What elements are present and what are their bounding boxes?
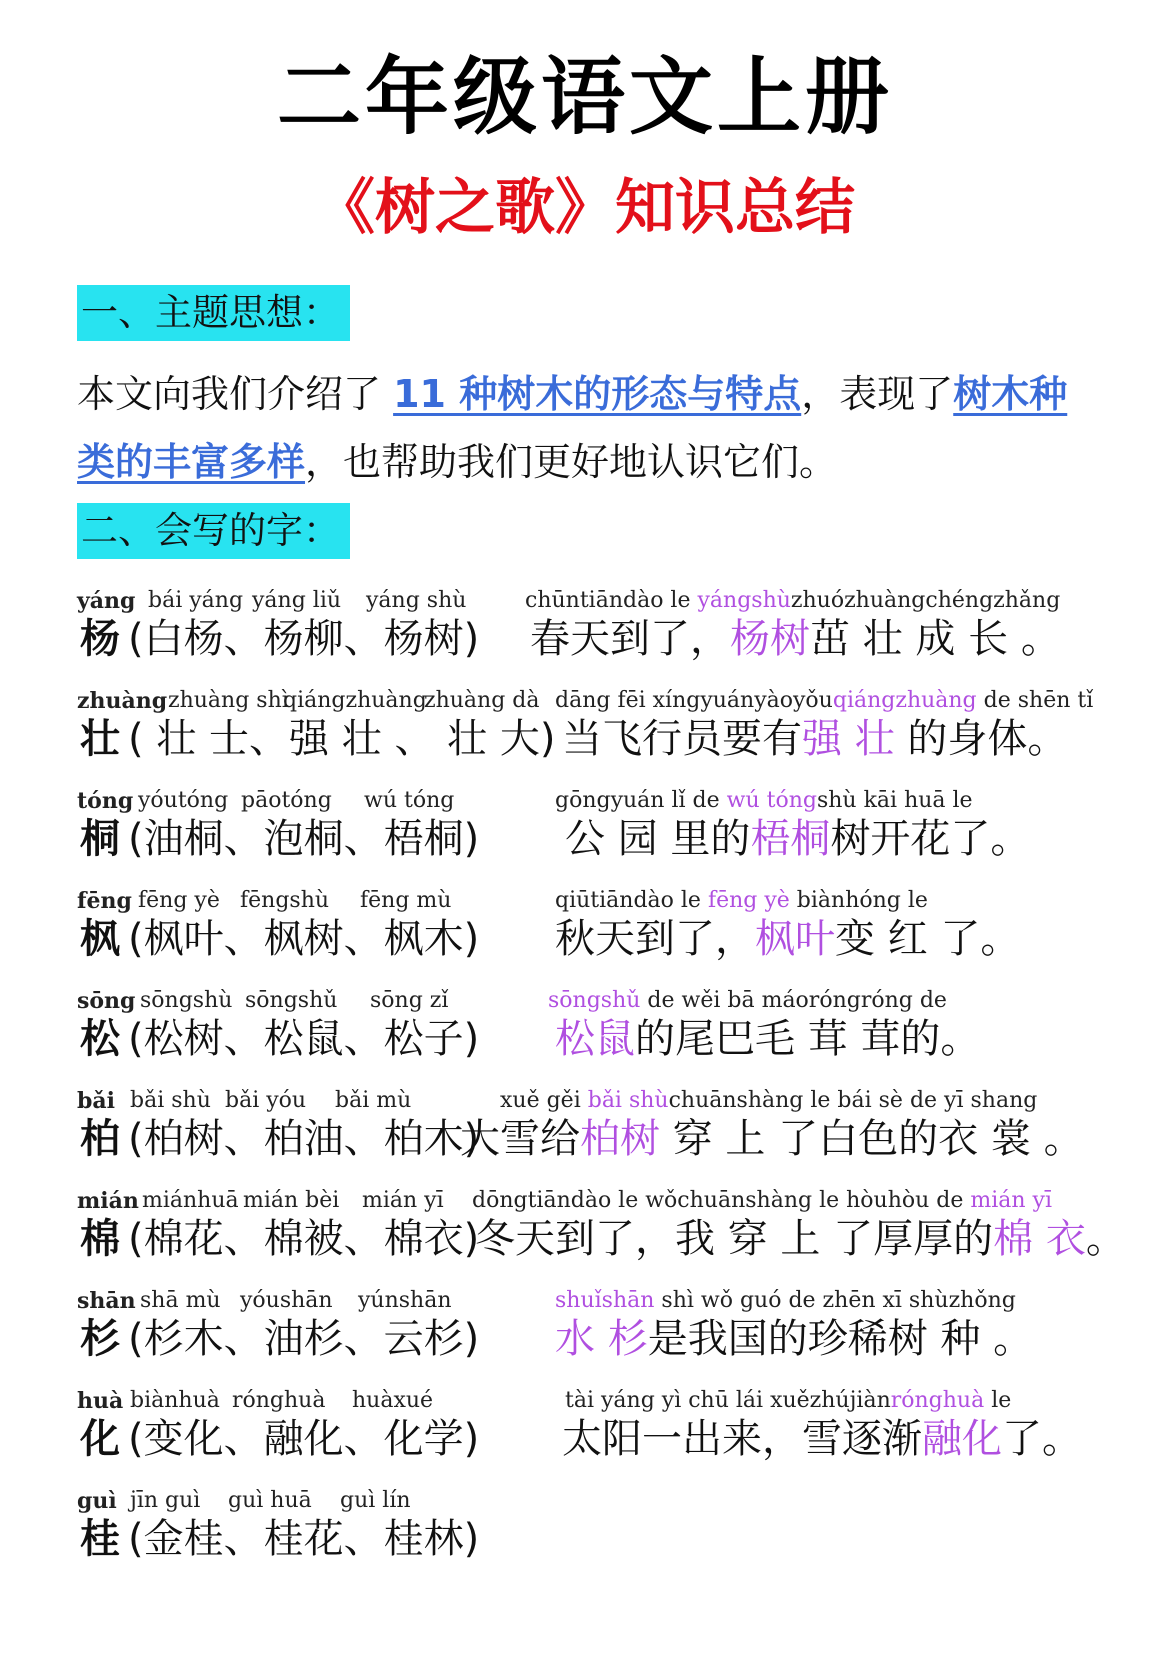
theme-text-before: 本文向我们介绍了: [77, 372, 394, 416]
word-pinyin: jīn guì: [130, 1488, 201, 1513]
example-words: (金桂、桂花、桂林): [128, 1516, 480, 1562]
character-entry: [0, 1388, 1170, 1483]
example-words: (变化、融化、化学): [128, 1416, 480, 1462]
sentence-highlight: 梧桐: [750, 816, 831, 862]
word-pinyin: qiángzhuàng: [283, 688, 427, 713]
character-entry: [0, 688, 1170, 783]
sentence-highlight: 松鼠: [555, 1016, 635, 1062]
sentence-pinyin-pre: chūntiāndào le: [525, 588, 698, 613]
sentence-pinyin-hl: rónghuà: [890, 1388, 985, 1413]
character: 棉: [80, 1216, 120, 1262]
sentence-pinyin-post: de shēn tǐ: [976, 688, 1094, 713]
word-pinyin: bái yáng: [148, 588, 244, 613]
example-sentence: [460, 1114, 1084, 1164]
example-sentence: [475, 1214, 1126, 1264]
sentence-pinyin: [525, 588, 1060, 614]
sentence-pinyin-post: zhuózhuàngchéngzhǎng: [790, 588, 1061, 613]
sentence-pinyin-pre: qiūtiāndào le: [555, 888, 708, 913]
character-pinyin: mián: [77, 1188, 139, 1214]
sentence-text: 的尾巴毛 茸 茸的。: [635, 1016, 981, 1062]
example-words: ( 壮 士、强 壮 、 壮 大): [128, 716, 556, 762]
character: 桐: [80, 816, 120, 862]
character-entry: [0, 888, 1170, 983]
sentence-text: 茁 壮 成 长 。: [810, 616, 1061, 662]
character-pinyin: fēng: [77, 888, 132, 914]
word-pinyin: yóushān: [240, 1288, 333, 1313]
sentence-text: 了。: [1002, 1416, 1082, 1462]
sentence-highlight: 强 壮: [802, 716, 895, 762]
character: 松: [80, 1016, 120, 1062]
character-pinyin: bǎi: [77, 1088, 115, 1114]
theme-text-after: ，也帮助我们更好地认识它们。: [305, 440, 838, 484]
sentence-pinyin-hl: wú tóng: [726, 788, 817, 813]
word-pinyin: miánhuā: [142, 1188, 239, 1213]
sentence-text: 的身体。: [894, 716, 1068, 762]
character-entry: [0, 1288, 1170, 1383]
example-words: (棉花、棉被、棉衣): [128, 1216, 480, 1262]
example-sentence: [565, 814, 1030, 864]
word-pinyin: mián yī: [362, 1188, 444, 1213]
word-pinyin: fēng yè: [138, 888, 220, 913]
word-pinyin: zhuàng dà: [424, 688, 540, 713]
sentence-highlight: 水 杉: [555, 1316, 648, 1362]
sentence-highlight: 杨树: [730, 616, 810, 662]
character: 壮: [80, 716, 120, 762]
theme-text-middle: ，表现了: [801, 372, 954, 416]
word-pinyin: biànhuà: [130, 1388, 220, 1413]
sentence-pinyin-hl: qiángzhuàng: [832, 688, 977, 713]
page-subtitle: 《树之歌》知识总结: [315, 173, 855, 243]
character-entry: [0, 1088, 1170, 1183]
character: 桂: [80, 1516, 120, 1562]
sentence-pinyin-pre: tài yáng yì chū lái xuězhújiàn: [565, 1388, 891, 1413]
sentence-pinyin: [555, 888, 928, 914]
example-sentence: [562, 1414, 1082, 1464]
sentence-pinyin-post: chuānshàng le bái sè de yī shang: [668, 1088, 1038, 1113]
sentence-pinyin-post: le: [984, 1388, 1012, 1413]
example-sentence: [555, 1314, 1033, 1364]
word-pinyin: shā mù: [140, 1288, 221, 1313]
word-pinyin: sōngshǔ: [245, 988, 338, 1013]
character-pinyin: guì: [77, 1488, 117, 1514]
word-pinyin: bǎi shù: [130, 1088, 211, 1113]
sentence-pinyin-post: shù kāi huā le: [816, 788, 973, 813]
sentence-pinyin-hl: mián yī: [970, 1188, 1053, 1213]
word-pinyin: bǎi yóu: [225, 1088, 307, 1113]
sentence-pinyin: [548, 988, 947, 1014]
sentence-highlight: 枫叶: [755, 916, 835, 962]
word-pinyin: wú tóng: [364, 788, 455, 813]
sentence-highlight: 棉 衣: [993, 1216, 1086, 1262]
example-words: (松树、松鼠、松子): [128, 1016, 480, 1062]
sentence-pinyin-hl: fēng yè: [707, 888, 790, 913]
sentence-text: 春天到了，: [530, 616, 730, 662]
character: 枫: [80, 916, 120, 962]
theme-highlight-2: 树木种类的丰富多样: [77, 372, 1068, 484]
character: 杉: [80, 1316, 120, 1362]
page-title: 二年级语文上册: [276, 48, 893, 146]
example-sentence: [530, 614, 1061, 664]
character: 化: [80, 1416, 120, 1462]
character-entry: [0, 788, 1170, 883]
sentence-text: 当飞行员要有: [562, 716, 802, 762]
character-pinyin: sōng: [77, 988, 136, 1014]
word-pinyin: sōngshù: [140, 988, 233, 1013]
character-entry: [0, 988, 1170, 1083]
word-pinyin: fēngshù: [240, 888, 330, 913]
sentence-pinyin: [555, 1288, 1016, 1314]
sentence-text: 是我国的珍稀树 种 。: [647, 1316, 1034, 1362]
sentence-text: 。: [1085, 1216, 1126, 1262]
sentence-pinyin-pre: xuě gěi: [500, 1088, 588, 1113]
sentence-pinyin-post: biànhóng le: [789, 888, 928, 913]
character: 杨: [80, 616, 120, 662]
sentence-pinyin-hl: bǎi shù: [587, 1088, 669, 1113]
sentence-pinyin: [472, 1188, 1052, 1214]
example-words: (白杨、杨柳、杨树): [128, 616, 480, 662]
character-pinyin: zhuàng: [77, 688, 168, 714]
sentence-text: 冬天到了，我 穿 上 了厚厚的: [475, 1216, 994, 1262]
sentence-pinyin-hl: yángshù: [697, 588, 791, 613]
word-pinyin: yáng liǔ: [252, 588, 342, 613]
sentence-text: 秋天到了，: [555, 916, 755, 962]
sentence-pinyin-post: shì wǒ guó de zhēn xī shùzhǒng: [654, 1288, 1016, 1313]
sentence-text: 树开花了。: [830, 816, 1031, 862]
sentence-pinyin: [565, 1388, 1011, 1414]
sentence-pinyin: [555, 788, 973, 814]
example-sentence: [555, 914, 1020, 964]
sentence-pinyin-pre: gōngyuán lǐ de: [555, 788, 727, 813]
word-pinyin: yáng shù: [366, 588, 467, 613]
section-characters-label: 二、会写的字：: [77, 503, 350, 559]
word-pinyin: yóutóng: [138, 788, 229, 813]
example-words: (枫叶、枫树、枫木): [128, 916, 480, 962]
character: 柏: [80, 1116, 120, 1162]
sentence-text: 公 园 里的: [565, 816, 751, 862]
word-pinyin: sōng zǐ: [370, 988, 449, 1013]
word-pinyin: rónghuà: [232, 1388, 326, 1413]
theme-paragraph: [77, 360, 1097, 496]
theme-highlight-1: 11 种树木的形态与特点: [393, 372, 802, 416]
sentence-pinyin-hl: sōngshǔ: [548, 988, 641, 1013]
word-pinyin: huàxué: [352, 1388, 434, 1413]
character-entry: [0, 588, 1170, 683]
character-pinyin: yáng: [77, 588, 136, 614]
example-words: (油桐、泡桐、梧桐): [128, 816, 480, 862]
sentence-pinyin-pre: dōngtiāndào le wǒchuānshàng le hòuhòu de: [472, 1188, 971, 1213]
word-pinyin: guì lín: [340, 1488, 411, 1513]
word-pinyin: mián bèi: [243, 1188, 340, 1213]
character-pinyin: tóng: [77, 788, 134, 814]
example-sentence: [555, 1014, 980, 1064]
word-pinyin: bǎi mù: [335, 1088, 412, 1113]
sentence-highlight: 柏树: [580, 1116, 660, 1162]
word-pinyin: fēng mù: [360, 888, 452, 913]
sentence-pinyin-hl: shuǐshān: [555, 1288, 655, 1313]
word-pinyin: yúnshān: [358, 1288, 452, 1313]
sentence-pinyin: [555, 688, 1093, 714]
example-sentence: [562, 714, 1067, 764]
sentence-text: 太阳一出来，雪逐渐: [562, 1416, 922, 1462]
sentence-text: 大雪给: [460, 1116, 580, 1162]
sentence-pinyin-pre: dāng fēi xíngyuányàoyǒu: [555, 688, 833, 713]
character-entry: [0, 1188, 1170, 1283]
example-words: (柏树、柏油、柏木): [128, 1116, 480, 1162]
word-pinyin: zhuàng shì: [168, 688, 289, 713]
sentence-pinyin: [500, 1088, 1037, 1114]
section-theme-label: 一、主题思想：: [77, 285, 350, 341]
character-pinyin: huà: [77, 1388, 124, 1414]
sentence-text: 变 红 了。: [835, 916, 1021, 962]
sentence-text: 穿 上 了白色的衣 裳 。: [660, 1116, 1084, 1162]
sentence-highlight: 融化: [922, 1416, 1002, 1462]
sentence-pinyin-post: de wěi bā máoróngróng de: [640, 988, 947, 1013]
word-pinyin: pāotóng: [241, 788, 332, 813]
word-pinyin: guì huā: [228, 1488, 312, 1513]
character-entry: [0, 1488, 1170, 1583]
example-words: (杉木、油杉、云杉): [128, 1316, 480, 1362]
character-pinyin: shān: [77, 1288, 136, 1314]
